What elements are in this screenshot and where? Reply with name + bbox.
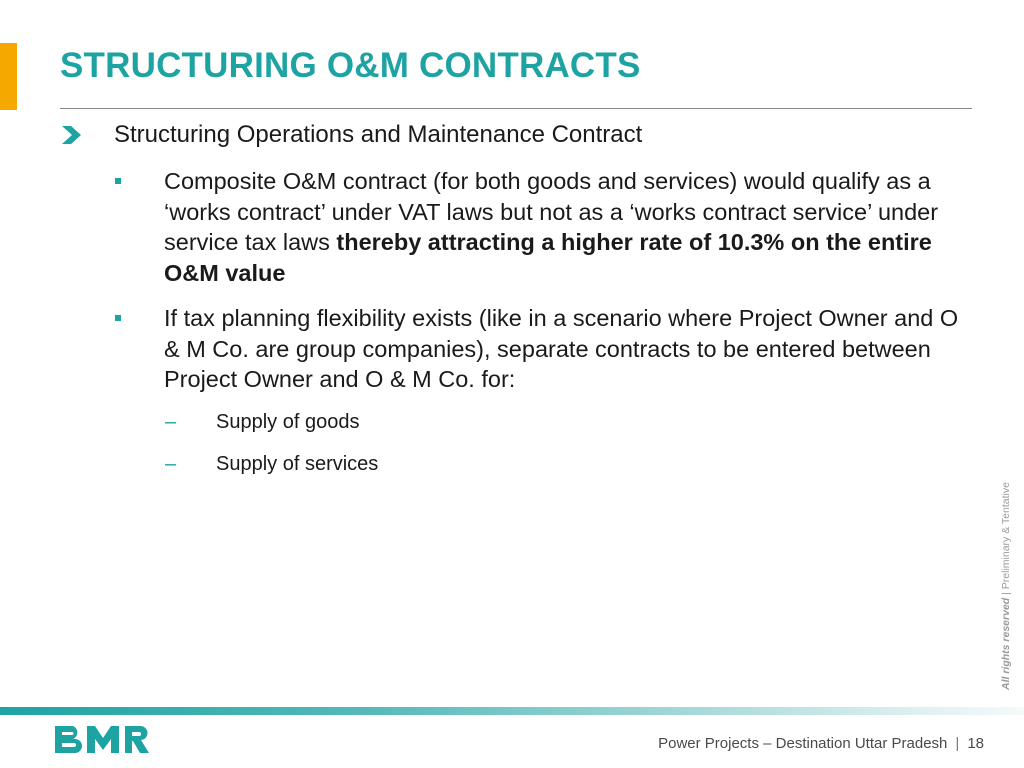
- sub-bullet-text: If tax planning flexibility exists (like in a scenario where Project Owner and O & M Co. are group companies), separate contracts to be entered between Project Owner and O & M Co. for:: [164, 305, 959, 392]
- composite-text: Composite O&M contract (for both goods and services) would qualify as a ‘works contract’ under VAT laws but not as a ‘works contract service’ under service tax laws: [164, 168, 939, 255]
- footer-separator: |: [955, 735, 960, 752]
- footer-gradient-band: [0, 707, 1024, 715]
- slide-title: STRUCTURING O&M CONTRACTS: [60, 46, 641, 85]
- page-number: 18: [967, 735, 984, 752]
- main-bullet-text: Structuring Operations and Maintenance Contract: [114, 121, 643, 148]
- sub-bullet-text: [164, 166, 964, 288]
- rights-notice: [1000, 482, 1012, 690]
- rights-notice-rest: Preliminary & Tentative: [1000, 482, 1012, 590]
- composite-bold-text: thereby attracting a higher rate of 10.3% on the entire O&M value: [164, 229, 932, 286]
- footer-text: Power Projects – Destination Uttar Pradesh: [658, 735, 948, 752]
- title-accent-bar: [0, 43, 17, 110]
- square-bullet-icon: [115, 178, 121, 184]
- square-bullet-icon: [115, 315, 121, 321]
- title-divider: [60, 108, 972, 109]
- footer: [658, 735, 984, 752]
- bmr-logo-icon: [55, 724, 150, 754]
- rights-notice-separator: |: [1000, 589, 1012, 598]
- rights-notice-emphasis: All rights reserved: [1000, 597, 1012, 690]
- dash-bullet-icon: –: [165, 411, 177, 433]
- sub-sub-bullet-text: Supply of goods: [216, 411, 360, 433]
- sub-sub-bullet-text: Supply of services: [216, 453, 379, 475]
- chevron-right-icon: [62, 126, 81, 144]
- dash-bullet-icon: –: [165, 453, 177, 475]
